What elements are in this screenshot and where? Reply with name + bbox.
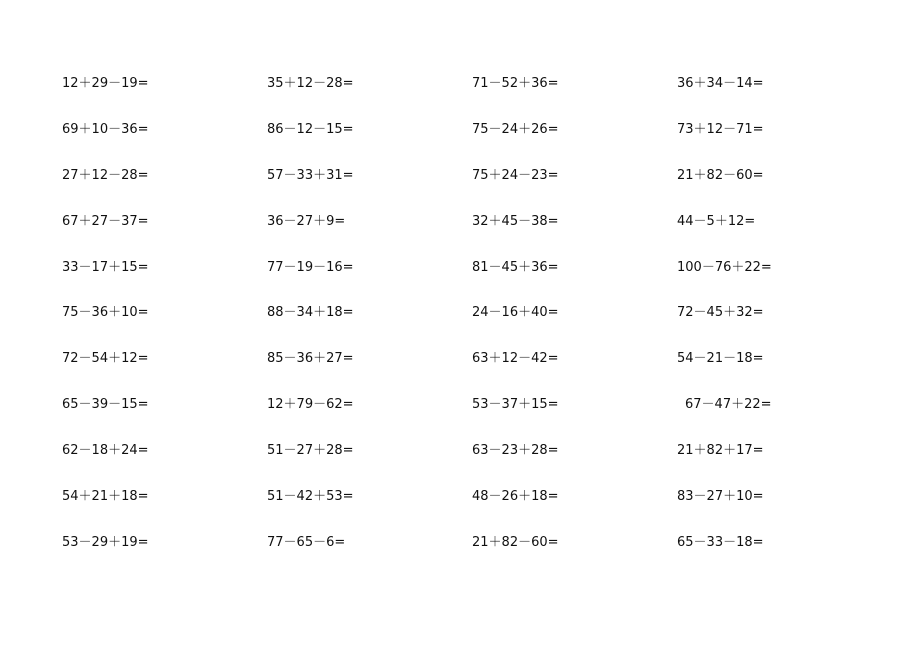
problem: 67＋27－37= bbox=[62, 213, 149, 229]
problem: 65－33－18= bbox=[677, 534, 764, 550]
problem: 48－26＋18= bbox=[472, 489, 559, 505]
problem: 69＋10－36= bbox=[62, 121, 149, 137]
problem: 36＋34－14= bbox=[677, 76, 764, 91]
problem: 86－12－15= bbox=[267, 121, 354, 137]
problem: 44－5＋12= bbox=[677, 213, 756, 229]
problem: 81－45＋36= bbox=[472, 259, 559, 275]
problem: 51－42＋53= bbox=[267, 489, 354, 505]
problem: 88－34＋18= bbox=[267, 305, 354, 321]
problem: 75＋24－23= bbox=[472, 167, 559, 183]
problem: 72－45＋32= bbox=[677, 305, 764, 321]
problem: 73＋12－71= bbox=[677, 121, 764, 137]
problem: 75－36＋10= bbox=[62, 305, 149, 321]
problem: 85－36＋27= bbox=[267, 351, 354, 367]
problem: 63－23＋28= bbox=[472, 443, 559, 459]
problem: 51－27＋28= bbox=[267, 443, 354, 459]
problem: 53－29＋19= bbox=[62, 534, 149, 550]
problem: 27＋12－28= bbox=[62, 167, 149, 183]
problem: 62－18＋24= bbox=[62, 443, 149, 459]
problem: 36－27＋9= bbox=[267, 213, 346, 229]
problem: 71－52＋36= bbox=[472, 76, 559, 91]
problem: 32＋45－38= bbox=[472, 213, 559, 229]
problem: 75－24＋26= bbox=[472, 121, 559, 137]
problem: 72－54＋12= bbox=[62, 351, 149, 367]
problem: 54＋21＋18= bbox=[62, 489, 149, 505]
problem: 63＋12－42= bbox=[472, 351, 559, 367]
problem: 65－39－15= bbox=[62, 397, 149, 413]
problem: 33－17＋15= bbox=[62, 259, 149, 275]
problem: 54－21－18= bbox=[677, 351, 764, 367]
problem: 77－19－16= bbox=[267, 259, 354, 275]
problem: 12＋79－62= bbox=[267, 397, 354, 413]
problem: 57－33＋31= bbox=[267, 167, 354, 183]
problem: 100－76＋22= bbox=[677, 259, 772, 275]
problem: 83－27＋10= bbox=[677, 489, 764, 505]
problem: 21＋82－60= bbox=[472, 534, 559, 550]
problem: 24－16＋40= bbox=[472, 305, 559, 321]
problem: 35＋12－28= bbox=[267, 76, 354, 91]
problem: 77－65－6= bbox=[267, 534, 346, 550]
problem: 21＋82－60= bbox=[677, 167, 764, 183]
problem: 67－47＋22= bbox=[685, 397, 772, 413]
arithmetic-worksheet bbox=[62, 74, 882, 579]
problem: 53－37＋15= bbox=[472, 397, 559, 413]
problem: 12＋29－19= bbox=[62, 76, 149, 91]
problem: 21＋82＋17= bbox=[677, 443, 764, 459]
